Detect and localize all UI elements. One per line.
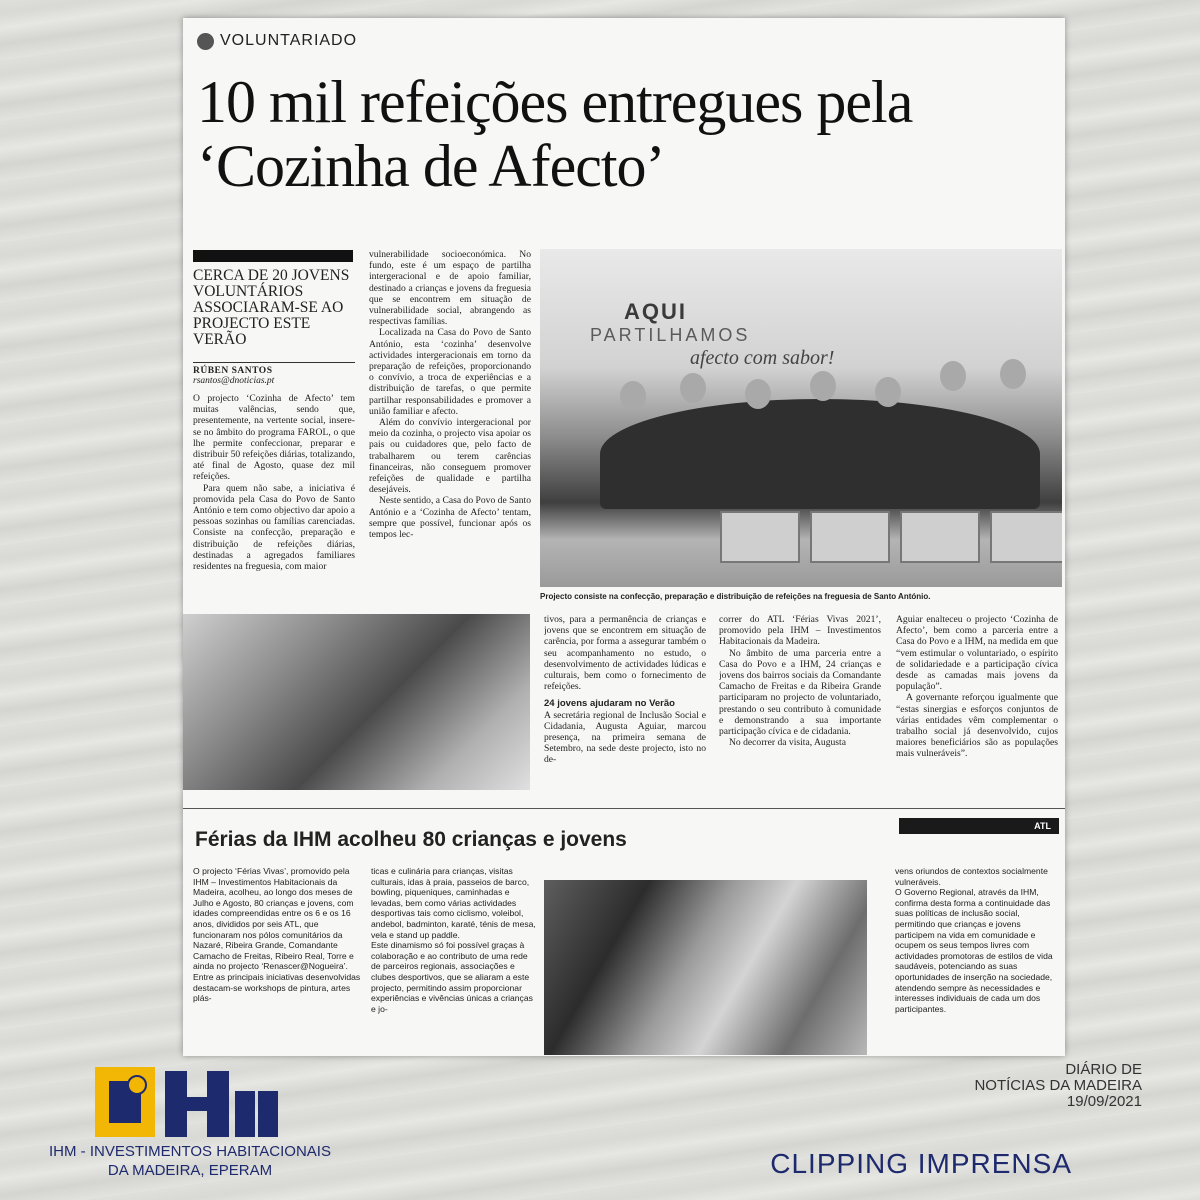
- article-column-2: [369, 249, 531, 609]
- person-head: [940, 361, 966, 391]
- photo-sign-text: AQUI: [624, 299, 687, 324]
- logo-bar: [165, 1071, 187, 1137]
- author-email: rsantos@dnoticias.pt: [193, 376, 275, 386]
- paragraph: Entre as principais iniciativas desenvolvidas destacam-se workshops de pintura, artes plás-: [193, 971, 361, 1004]
- photo-sign-text: PARTILHAMOS: [590, 325, 751, 345]
- paragraph: Este dinamismo só foi possível graças à colaboração e ao contributo de uma rede de parceiros regionais, associações e clubes desportivos, que se aliaram a este projecto, permitindo assim proporcionar experiências e vivências únicas a crianças e jo-: [371, 940, 533, 1014]
- paper-line-2: NOTÍCIAS DA MADEIRA: [974, 1077, 1142, 1094]
- lead-bar: [193, 250, 353, 262]
- bullet-icon: [197, 33, 214, 50]
- paragraph: O Governo Regional, através da IHM, confirma desta forma a continuidade das suas políticas de inclusão social, permitindo que crianças e jovens participem na vida em comunidade e ocupem os seus tempos livres com actividades promotoras de estilos de vida saudáveis, potenciando as suas oportunidades de inserção na sociedade, atendendo sempre às necessidades e interesses individuais de cada um dos participantes.: [895, 887, 1053, 1014]
- person-head: [745, 379, 771, 409]
- paragraph: Para quem não sabe, a iniciativa é promovida pela Casa do Povo de Santo António e tem como objectivo dar apoio a pessoas sozinhas ou famílias carenciadas. Consiste na confecção, preparação e distribuição de refeições diárias, destinadas a agregados familiares residentes na freguesia, com maior: [193, 482, 355, 573]
- section-label: VOLUNTARIADO: [220, 32, 358, 49]
- newspaper-clipping: [183, 18, 1065, 1056]
- photo-caption: Projecto consiste na confecção, preparação e distribuição de refeições na freguesia de Santo António.: [540, 592, 931, 601]
- organization-name: [35, 1142, 345, 1180]
- lead-text: CERCA DE 20 JOVENS VOLUNTÁRIOS ASSOCIARAM-SE AO PROJECTO ESTE VERÃO: [193, 267, 350, 348]
- article-column-4: [719, 614, 881, 804]
- paragraph: No decorrer da visita, Augusta: [729, 737, 846, 749]
- paragraph: O projecto ‘Cozinha de Afecto’ tem muitas valências, sendo que, presentemente, na vertente social, insere-se no âmbito do programa FAROL, o que lhe permite confeccionar, preparar e distribuir 50 refeições diárias, totalizando, até final de Agosto, quase dez mil refeições.: [193, 393, 355, 483]
- section-tag: [197, 32, 357, 50]
- atl-tag: ATL: [899, 818, 1059, 834]
- section-divider: [183, 808, 1065, 809]
- subheading: 24 jovens ajudaram no Verão: [544, 698, 675, 710]
- headline-2: Férias da IHM acolheu 80 crianças e jovens: [195, 828, 627, 851]
- article2-column-1: [193, 866, 363, 1056]
- byline: [193, 366, 355, 386]
- group-silhouette: [600, 399, 1040, 509]
- person-head: [875, 377, 901, 407]
- meal-tray: [900, 511, 980, 563]
- person-head: [1000, 359, 1026, 389]
- meal-tray: [720, 511, 800, 563]
- article-column-3: [544, 614, 706, 804]
- article2-column-3: [895, 866, 1059, 1056]
- group-photo: [540, 249, 1062, 587]
- headline: 10 mil refeições entregues pela ‘Cozinha de Afecto’: [197, 69, 913, 199]
- org-line-1: IHM - INVESTIMENTOS HABITACIONAIS: [49, 1143, 331, 1160]
- person-head: [620, 381, 646, 411]
- ihm-logo: [95, 1067, 280, 1137]
- paragraph: Aguiar enalteceu o projecto ‘Cozinha de Afecto’, bem como a parceria entre a Casa do Povo e a IHM, na medida em que “vem estimular o voluntariado, o espírito de solidariedade e a participação cívica desde as camadas mais jovens da população”.: [896, 614, 1058, 693]
- clipping-label: CLIPPING IMPRENSA: [770, 1148, 1072, 1179]
- paragraph: Além do convívio intergeracional por meio da cozinha, o projecto visa apoiar os pais ou cuidadores que, pelo facto de trabalharem ou terem carências financeiras, não conseguem promover refeições de qualidade e partilha desejáveis.: [369, 417, 531, 496]
- paragraph: Neste sentido, a Casa do Povo de Santo António e a ‘Cozinha de Afecto’ tentam, sempre que possível, funcionar após os tempos lec-: [369, 495, 531, 541]
- paragraph: vens oriundos de contextos socialmente vulneráveis.: [895, 866, 1048, 887]
- photo-sign-text: afecto com sabor!: [690, 347, 835, 369]
- meal-tray: [810, 511, 890, 563]
- paragraph: vulnerabilidade socioeconómica. No fundo, este é um espaço de partilha intergeracional e de apoio familiar, destinado a crianças e jovens da freguesia que se encontrem em situação de vulnerabilidade social, abrangendo as respectivas famílias.: [369, 249, 531, 328]
- article2-column-2: [371, 866, 539, 1056]
- person-head: [680, 373, 706, 403]
- byline-rule: [193, 362, 355, 363]
- logo-bar: [258, 1091, 278, 1137]
- logo-bar: [207, 1071, 229, 1137]
- newspaper-source: [974, 1062, 1142, 1110]
- paragraph: O projecto ‘Férias Vivas’, promovido pela IHM – Investimentos Habitacionais da Madeira, acolheu, ao longo dos meses de Julho e Agosto, 80 crianças e jovens, com idades compreendidas entre os 6 e os 16 anos, divididos por seis ATL, que funcionaram nos pólos comunitários da Nazaré, Ribeira Grande, Comandante Camacho de Freitas, Ribeiro Real, Torre e ainda no projecto ‘Renascer@Nogueira’.: [193, 866, 354, 972]
- paragraph: Localizada na Casa do Povo de Santo António, esta ‘cozinha’ desenvolve actividades intergeracionais em torno da preparação de refeições, proporcionando o convívio, a troca de experiências e a distribuição de tarefas, o que permite partilhar responsabilidades e promover a união familiar e afecto.: [369, 327, 531, 417]
- paper-date: 19/09/2021: [1066, 1093, 1142, 1110]
- logo-bar: [187, 1097, 207, 1111]
- author-name: RÚBEN SANTOS: [193, 366, 273, 376]
- paragraph: correr do ATL ‘Férias Vivas 2021’, promovido pela IHM – Investimentos Habitacionais da Madeira.: [719, 614, 881, 648]
- paragraph: ticas e culinária para crianças, visitas culturais, idas à praia, passeios de barco, bowling, piqueniques, caminhadas e levadas, bem como várias actividades desportivas tais como ciclismo, voleibol, andebol, badminton, karaté, ténis de mesa, vela e stand up paddle.: [371, 866, 536, 940]
- paragraph: A secretária regional de Inclusão Social e Cidadania, Augusta Aguiar, marcou presença, na primeira semana de Setembro, na sede deste projecto, isto no de-: [544, 709, 706, 766]
- kitchen-photo: [183, 614, 530, 790]
- meal-tray: [990, 511, 1062, 563]
- paragraph: No âmbito de uma parceria entre a Casa do Povo e a IHM, 24 crianças e jovens dos bairros sociais da Comandante Camacho de Freitas e da Ribeira Grande participaram no projecto de voluntariado, prestando o seu contributo à comunidade e demonstrando a sua importante participação cívica e de cidadania.: [719, 647, 881, 738]
- paragraph: A governante reforçou igualmente que “estas sinergias e esforços conjuntos de várias entidades vêm complementar o trabalho social já desenvolvido, cujos maiores beneficiários são as populações mais vulneráveis”.: [896, 692, 1058, 760]
- person-head: [810, 371, 836, 401]
- child-photo: [544, 880, 867, 1055]
- org-line-2: DA MADEIRA, EPERAM: [107, 1162, 273, 1179]
- globe-icon: [128, 1076, 146, 1094]
- paragraph: tivos, para a permanência de crianças e jovens que se encontrem em situação de carência, por forma a assegurar também o seu acompanhamento no estudo, o desenvolvimento de actividades lúdicas e culturais, bem como o fornecimento de refeições.: [544, 614, 706, 693]
- article-column-5: [896, 614, 1058, 804]
- logo-bar: [235, 1091, 255, 1137]
- paper-line-1: DIÁRIO DE: [1065, 1061, 1142, 1078]
- article-column-1: [193, 393, 355, 605]
